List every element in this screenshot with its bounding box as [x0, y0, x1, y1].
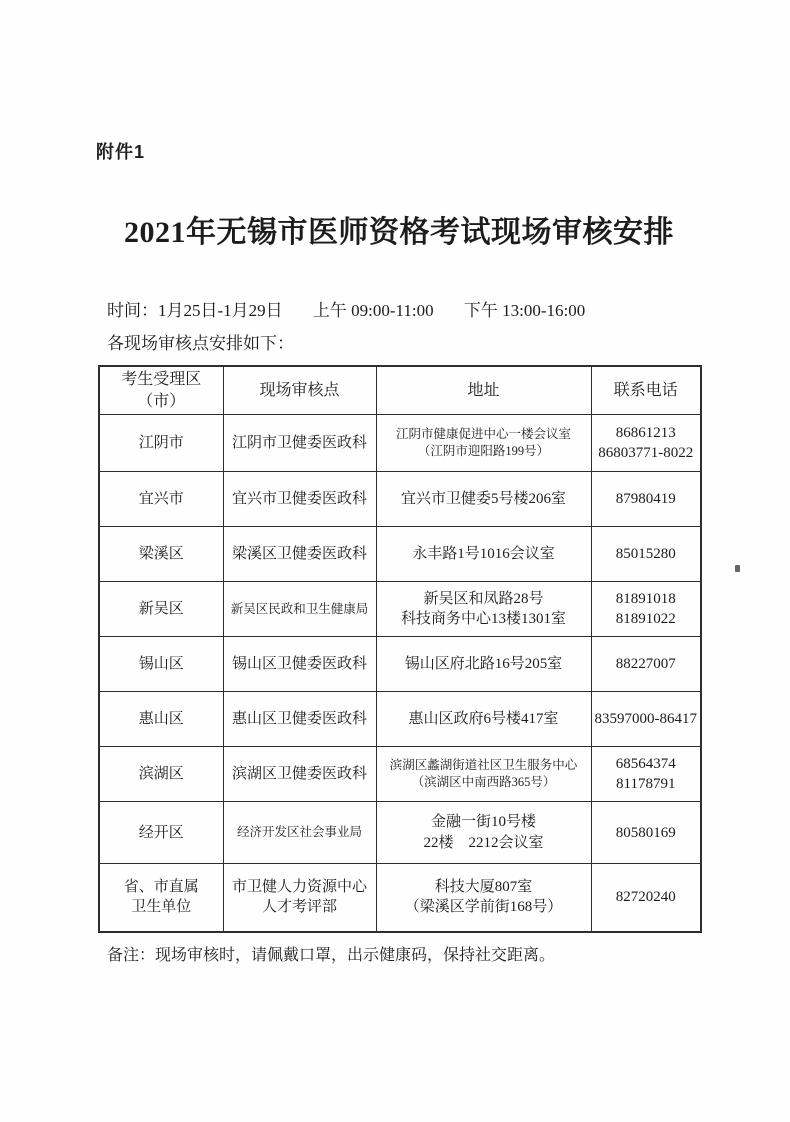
cell-phone-line: 83597000-86417 — [594, 711, 697, 728]
cell-address-line: 科技大厦807室 — [434, 879, 533, 896]
cell-address — [376, 415, 591, 472]
cell-phone — [591, 472, 701, 527]
cell-address-line: 锡山区府北路16号205室 — [404, 656, 563, 673]
scan-artifact — [735, 565, 740, 572]
cell-district-line: 经开区 — [138, 824, 184, 841]
cell-phone-line: 85015280 — [615, 546, 676, 563]
cell-review-site-line: 人才考评部 — [261, 899, 337, 916]
cell-address — [376, 692, 591, 747]
header-review-site: 现场审核点 — [223, 366, 376, 415]
cell-review-site — [223, 472, 376, 527]
cell-review-site-line: 梁溪区卫健委医政科 — [231, 546, 367, 563]
schedule-dates: 时间：1月25日-1月29日 — [107, 301, 283, 320]
cell-phone — [591, 527, 701, 582]
cell-review-site-line: 滨湖区卫健委医政科 — [231, 766, 367, 783]
table-row — [99, 802, 701, 864]
table-header-row — [99, 366, 701, 415]
cell-district-line: 卫生单位 — [131, 899, 192, 916]
cell-review-site — [223, 864, 376, 932]
table-row — [99, 637, 701, 692]
cell-district-line: 锡山区 — [138, 656, 184, 673]
header-district: 考生受理区（市） — [99, 366, 223, 415]
cell-review-site — [223, 747, 376, 802]
cell-address — [376, 637, 591, 692]
cell-address — [376, 527, 591, 582]
cell-phone — [591, 864, 701, 932]
cell-address-line: 宜兴市卫健委5号楼206室 — [400, 491, 566, 508]
table-body — [99, 415, 701, 932]
cell-address-line: 滨湖区蠡湖街道社区卫生服务中心 — [389, 758, 578, 773]
cell-phone-line: 86803771-8022 — [598, 445, 694, 462]
cell-address-line: 科技商务中心13楼1301室 — [400, 611, 566, 628]
cell-district — [99, 637, 223, 692]
cell-address-line: （梁溪区学前街168号） — [404, 899, 563, 916]
cell-district — [99, 582, 223, 637]
cell-review-site-line: 宜兴市卫健委医政科 — [231, 491, 367, 508]
cell-review-site — [223, 527, 376, 582]
cell-district-line: 省、市直属 — [123, 879, 199, 896]
cell-review-site-line: 锡山区卫健委医政科 — [231, 656, 367, 673]
cell-phone-line: 88227007 — [615, 656, 676, 673]
table-row — [99, 864, 701, 932]
cell-district — [99, 472, 223, 527]
cell-district — [99, 527, 223, 582]
cell-phone-line: 81891022 — [615, 611, 676, 628]
cell-address-line: 22楼 2212会议室 — [423, 834, 544, 851]
schedule-afternoon: 下午 13:00-16:00 — [463, 301, 586, 320]
header-phone: 联系电话 — [591, 366, 701, 415]
cell-address-line: （滨湖区中南西路365号） — [411, 775, 556, 790]
review-sites-table — [98, 365, 702, 933]
cell-review-site-line: 市卫健人力资源中心 — [231, 879, 367, 896]
table-row — [99, 582, 701, 637]
cell-address-line: 金融一街10号楼 — [430, 814, 536, 831]
cell-district-line: 惠山区 — [138, 711, 184, 728]
cell-address — [376, 802, 591, 864]
cell-phone — [591, 802, 701, 864]
cell-district-line: 滨湖区 — [138, 766, 184, 783]
table-row — [99, 415, 701, 472]
cell-review-site — [223, 582, 376, 637]
cell-address — [376, 747, 591, 802]
attachment-label: 附件1 — [96, 142, 146, 162]
cell-review-site-line: 江阴市卫健委医政科 — [231, 435, 367, 452]
cell-phone — [591, 582, 701, 637]
cell-phone — [591, 692, 701, 747]
note-line: 备注：现场审核时，请佩戴口罩，出示健康码，保持社交距离。 — [107, 947, 556, 964]
cell-district-line: 新吴区 — [138, 601, 184, 618]
cell-district-line: 梁溪区 — [138, 546, 184, 563]
schedule-morning: 上午 09:00-11:00 — [312, 301, 434, 320]
cell-district — [99, 802, 223, 864]
cell-district-line: 宜兴市 — [138, 491, 184, 508]
cell-review-site — [223, 637, 376, 692]
cell-address-line: 惠山区政府6号楼417室 — [408, 711, 559, 728]
cell-phone-line: 86861213 — [615, 424, 676, 441]
cell-review-site — [223, 692, 376, 747]
cell-phone-line: 68564374 — [615, 755, 676, 772]
cell-review-site-line: 新吴区民政和卫生健康局 — [230, 601, 369, 616]
table-row — [99, 692, 701, 747]
cell-address-line: 新吴区和凤路28号 — [423, 590, 544, 607]
table-header — [99, 366, 701, 415]
cell-phone — [591, 637, 701, 692]
page-title: 2021年无锡市医师资格考试现场审核安排 — [124, 216, 674, 249]
cell-review-site — [223, 802, 376, 864]
cell-review-site-line: 惠山区卫健委医政科 — [231, 711, 367, 728]
cell-address — [376, 864, 591, 932]
cell-phone-line: 80580169 — [615, 824, 676, 841]
intro-line: 各现场审核点安排如下： — [107, 334, 294, 353]
cell-district — [99, 692, 223, 747]
cell-phone-line: 81891018 — [615, 590, 676, 607]
cell-phone — [591, 747, 701, 802]
cell-phone-line: 87980419 — [615, 491, 676, 508]
cell-district-line: 江阴市 — [138, 435, 184, 452]
cell-address-line: 永丰路1号1016会议室 — [412, 546, 555, 563]
table-row — [99, 747, 701, 802]
cell-district — [99, 415, 223, 472]
cell-review-site-line: 经济开发区社会事业局 — [236, 825, 362, 840]
cell-phone-line: 81178791 — [616, 776, 676, 793]
cell-address — [376, 472, 591, 527]
cell-address-line: 江阴市健康促进中心一楼会议室 — [395, 427, 571, 442]
cell-district — [99, 747, 223, 802]
cell-district — [99, 864, 223, 932]
header-address: 地址 — [376, 366, 591, 415]
table-row — [99, 527, 701, 582]
schedule-line — [107, 296, 585, 321]
cell-address-line: （江阴市迎阳路199号） — [417, 444, 550, 459]
cell-address — [376, 582, 591, 637]
cell-review-site — [223, 415, 376, 472]
cell-phone — [591, 415, 701, 472]
table-row — [99, 472, 701, 527]
cell-phone-line: 82720240 — [615, 889, 676, 906]
